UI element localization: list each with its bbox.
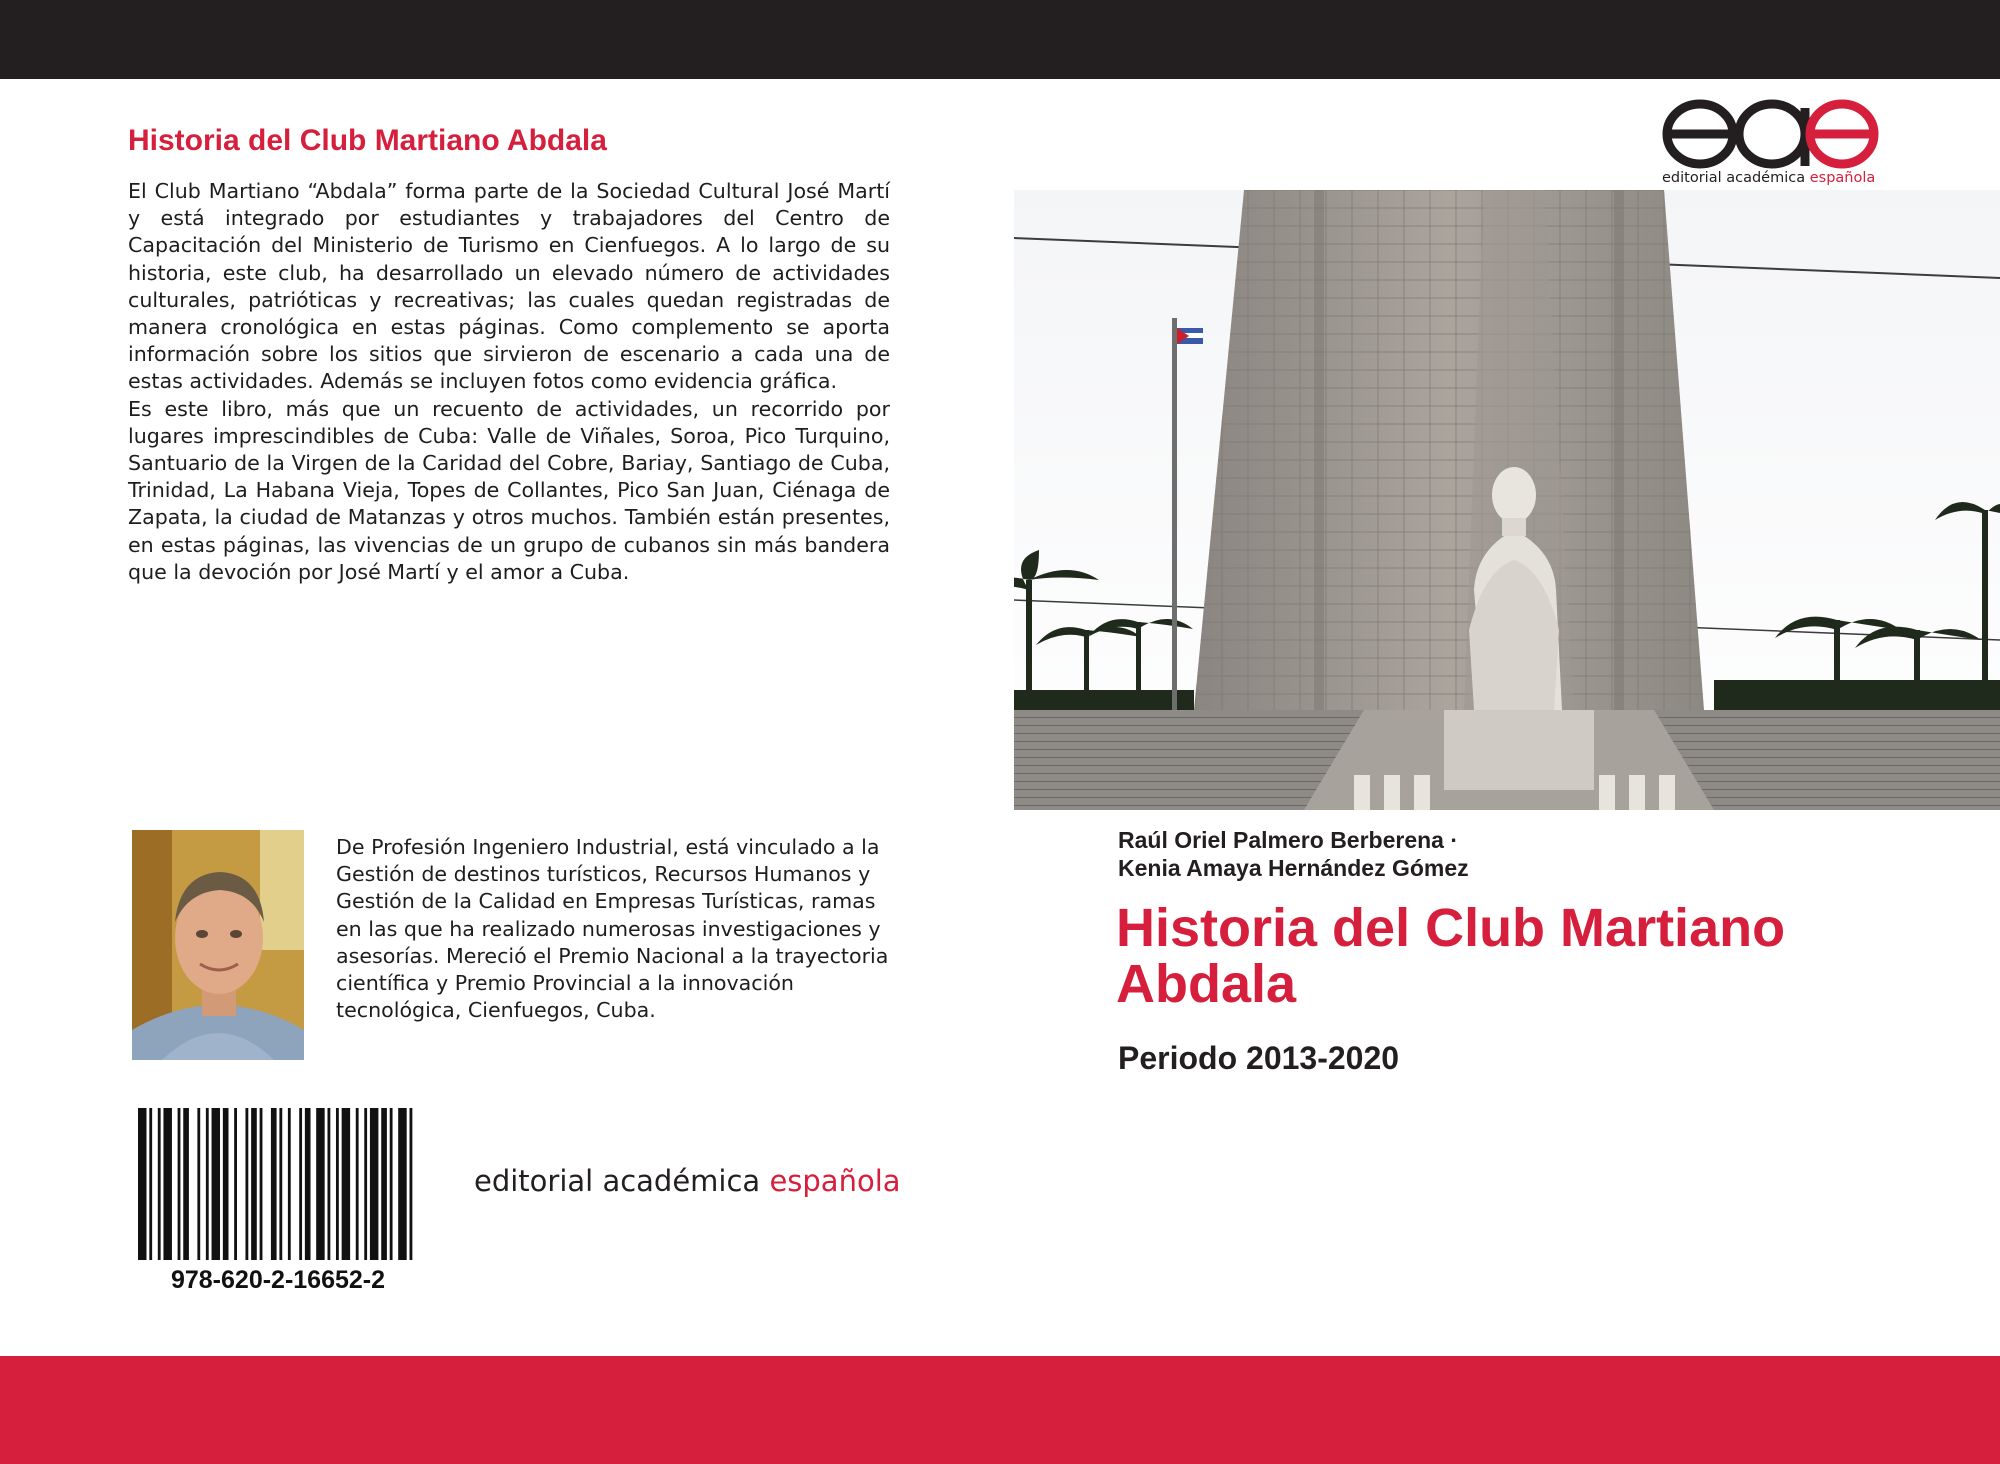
front-cover-title: Historia del Club Martiano Abdala <box>1116 898 1786 1014</box>
isbn-number: 978-620-2-16652-2 <box>170 1266 386 1294</box>
eae-logo-icon <box>1660 98 1880 170</box>
barcode-icon <box>138 1108 418 1260</box>
jose-marti-memorial-photo-icon <box>1014 190 2000 810</box>
author-name: Kenia Amaya Hernández Gómez <box>1118 855 1469 881</box>
back-cover-blurb <box>128 178 890 586</box>
bottom-band <box>0 1356 2000 1464</box>
front-cover-authors <box>1118 826 1469 882</box>
author-name: Raúl Oriel Palmero Berberena · <box>1118 827 1459 853</box>
top-band <box>0 0 2000 79</box>
logo-caption-main: editorial académica <box>1662 170 1806 186</box>
blurb-paragraph: El Club Martiano “Abdala” forma parte de la Sociedad Cultural José Martí y está integrado por estudiantes y trabajadores del Centro de Capacitación del Ministerio de Turismo en Cienfuegos. A lo largo de su historia, este club, ha desarrollado un elevado número de actividades culturales, patrióticas y recreativas; las cuales quedan registradas de manera cronológica en estas páginas. Como complemento se aporta información sobre los sitios que sirvieron de escenario a cada una de estas actividades. Además se incluyen fotos como evidencia gráfica. <box>128 179 890 394</box>
author-portrait-icon <box>132 830 304 1060</box>
back-cover-title: Historia del Club Martiano Abdala <box>128 124 607 157</box>
front-cover-subtitle: Periodo 2013-2020 <box>1118 1040 1400 1076</box>
logo-caption-accent: española <box>1809 170 1876 186</box>
author-bio: De Profesión Ingeniero Industrial, está vinculado a la Gestión de destinos turísticos, Recursos Humanos y Gestión de la Calidad en Empresas Turísticas, ramas en las que ha realizado numerosas investigaciones y asesorías. Mereció el Premio Nacional a la trayectoria científica y Premio Provincial a la innovación tecnológica, Cienfuegos, Cuba. <box>336 835 889 1023</box>
blurb-paragraph: Es este libro, más que un recuento de actividades, un recorrido por lugares imprescindibles de Cuba: Valle de Viñales, Soroa, Pico Turquino, Santuario de la Virgen de la Caridad del Cobre, Bariay, Santiago de Cuba, Trinidad, La Habana Vieja, Topes de Collantes, Pico San Juan, Ciénaga de Zapata, la ciudad de Matanzas y otros muchos. También están presentes, en estas páginas, las vivencias de un grupo de cubanos sin más bandera que la devoción por José Martí y el amor a Cuba. <box>128 396 890 584</box>
publisher-name-main: editorial académica <box>474 1164 761 1198</box>
logo-caption <box>1662 170 1875 186</box>
publisher-name-accent: española <box>769 1164 901 1198</box>
publisher-name <box>474 1164 901 1198</box>
